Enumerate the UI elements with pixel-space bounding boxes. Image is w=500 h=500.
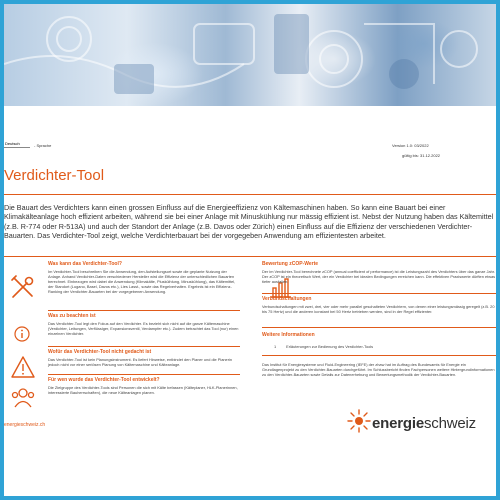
info-link[interactable]: Erläuterungen zur Bedienung des Verdichter-Tools — [286, 344, 374, 349]
section-heading: Verbundschaltungen — [262, 296, 312, 302]
section-heading: Was kann das Verdichter-Tool? — [48, 261, 122, 267]
page — [4, 4, 496, 496]
section-heading: Was zu beachten ist — [48, 313, 96, 319]
content-divider — [4, 256, 496, 257]
section-text: Die Zielgruppe des Verdichter-Tools sind Personen die sich mit Kälte befassen (Kälteplaner, HLK-Planerinnen, interessierte Bauherrschaften), die neue Kälteanlagen planen. — [48, 385, 238, 395]
sun-logo-icon — [346, 408, 372, 434]
page-title: Verdichter-Tool — [4, 167, 105, 184]
hero-banner-image — [4, 4, 496, 106]
section-heading: Für wen wurde das Verdichter-Tool entwickelt? — [48, 377, 160, 383]
bullet-number: 1 — [274, 344, 277, 349]
section-divider — [262, 327, 496, 328]
section-more-info — [262, 332, 496, 377]
section-heading: Bewertung zCOP-Werte — [262, 261, 319, 267]
logo-bold-part: energie — [372, 415, 424, 432]
section-text: Das Institut für Energiesysteme und Fluid-Engineering (IEFE) der zhaw hat im Auftrag des Bundesamts für Energie ein Grundlagenprojekt zu den Verdichter-Bauarten durchgeführt. Im Schlussbericht finden Fachpersonen weitere Hintergrundinformationen zu den Verdichter-Bauarten sowie Details zur Datenerhebung und Bewertungsmethodik der Verdichter-Bauarten. — [262, 362, 495, 377]
logo-wordmark — [372, 415, 476, 432]
section-text: Im Verdichter-Tool beschreiben Sie die Anwendung, den Aufstellungsort sowie die geplante Nutzung der Anlage. Anhand Verdichter-Daten verschiedener Hersteller wird die Effizienz der unterschiedlichen Bauarten berechnet. Einbezogen wird dabei die Anwendung (Klimakälte, Plusküihlung, Minuskühlung), das Kältemittel, der Standort (Lugano, Basel, Davos etc.), Lies Lasst., sowie das Regelverhalten. Ergebnis ist ein Effizienz-Ranking der Verdichter-Bauarten bei der vorgegebenen Anwendung. — [48, 269, 236, 294]
intro-text: Die Bauart des Verdichters kann einen grossen Einfluss auf die Energieeffizienz von Kältemaschinen haben. So kann eine Bauart bei einer Klimakälteanlage hoch effizient arbeiten, während sie bei einer Anlage mit Minuskühlung nur mässig effizient ist. Nebst der Nutzung haben das Kältemittel (z.B. R-774 oder R-513A) und auch der Standort der Anlage (z.B. Davos oder Zürich) einen Einfluss auf die Effizienz der verschiedenen Verdichter-Bauarten. Das Verdichter-Tool zeigt, welche Verdichterbauart bei der vorgegeben Anwendung am effizientesten arbeitet. — [4, 203, 494, 241]
energieschweiz-logo — [346, 408, 496, 438]
section-zcop — [262, 261, 496, 284]
section-divider — [262, 355, 496, 356]
section-compound — [262, 296, 496, 314]
footer-website-link[interactable]: energieschweiz.ch — [4, 422, 46, 428]
language-select[interactable]: Deutsch — [4, 141, 30, 148]
valid-until-text: gültig bis: 31.12.2022 — [402, 153, 441, 158]
section-divider — [48, 346, 240, 347]
info-link-row[interactable] — [274, 344, 496, 349]
section-text: Das Verdichter-Tool ist kein Planungsinstrument. Es liefert Hinweise, entbindet den Planer und die Planerin jedoch nicht vor einer seriösen Planung von Kältemaschine und Kälteanlage. — [48, 357, 233, 367]
section-text: Verbundschaltungen mit zwei, drei, vier oder mehr parallel geschalteten Verdichtern, von denen einer leistungsmässig geregelt (z.B. 20 bis 75 Hertz) und die anderen konstant bei 50 Hertz betrieben werden, sind in der Regel effizienter. — [262, 304, 495, 314]
section-not-intended — [48, 349, 240, 367]
section-divider — [48, 374, 240, 375]
section-heading: Weitere Informationen — [262, 332, 315, 338]
section-divider — [48, 310, 240, 311]
section-text: Das Verdichter-Tool legt den Fokus auf den Verdichter. Es bezieht sich nicht auf die ganze Kältemaschine (Verdichter, Leitungen, Verflüssiger, Expansionsventil, Verdampfer etc.). Zudem betrachtet das Tool (nur) einen einzelnen Verdichter. — [48, 321, 239, 336]
info-icon — [14, 326, 30, 342]
section-divider — [262, 293, 496, 294]
tools-icon — [10, 274, 36, 300]
user-group-icon — [10, 384, 36, 410]
section-target-group — [48, 377, 240, 395]
section-what-can-tool — [48, 261, 240, 294]
title-divider — [4, 194, 496, 195]
section-notes — [48, 313, 240, 336]
warning-icon — [10, 354, 36, 380]
version-text: Version 1.0: 03/2022 — [392, 143, 429, 148]
section-text: Der im Verdichter-Tool berechnete zCOP (annual coefficient of performance) ist die Leistungszahl des Verdichters über das ganze Jahr. Der zCOP ist ein theoretisch Wert, der ein Verdichter bei idealen Bedingungen erreichen kann. Die effektiven Praxiswerte dürften etwas tiefer ausfallen. — [262, 269, 496, 284]
logo-light-part: schweiz — [423, 415, 476, 432]
section-heading: Wofür das Verdichter-Tool nicht gedacht ist — [48, 349, 152, 355]
language-label: - Sprache — [34, 143, 52, 148]
